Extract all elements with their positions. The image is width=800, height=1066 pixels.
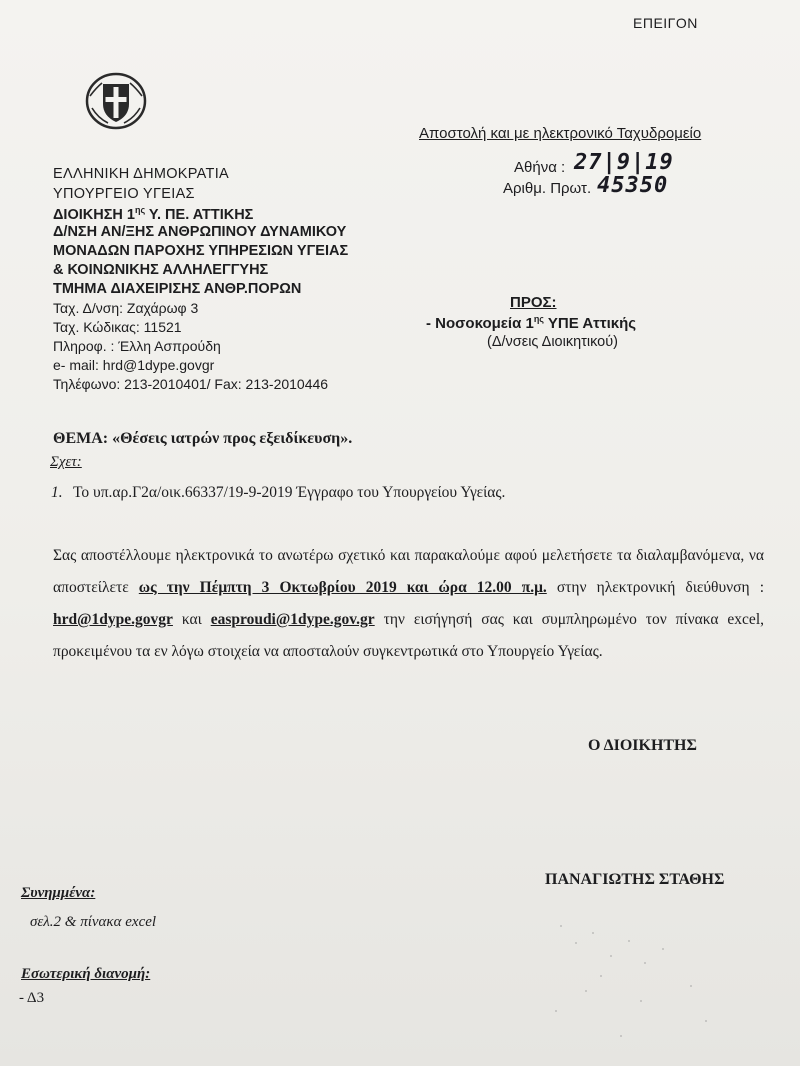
sender-info: Πληροφ. : Έλλη Ασπρούδη: [53, 338, 221, 354]
sender-line: ΔΙΟΙΚΗΣΗ $1^{\eta\varsigma}$ Υ. ΠΕ. ΑΤΤΙΚΗΣ: [53, 205, 254, 223]
subject-line: ΘΕΜΑ: «Θέσεις ιατρών προς εξειδίκευση».: [53, 430, 353, 447]
body-paragraph: Σας αποστέλλουμε ηλεκτρονικά το ανωτέρω σχετικό και παρακαλούμε αφού μελετήσετε τα διαλαμβανόμενα, να αποστείλετε ως την Πέμπτη 3 Οκτωβρίου 2019 και ώρα 12.00 π.μ. στην ηλεκτρονική διεύθυνση : hrd@1dype.govgr και easproudi@1dype.gov.gr την εισήγησή σας και συμπληρωμένο τον πίνακα excel, προκειμένου τα εν λόγω στοιχεία να αποσταλούν συγκεντρωτικά στο Υπουργείο Υγείας.: [53, 547, 764, 660]
signature-name: ΠΑΝΑΓΙΩΤΗΣ ΣΤΑΘΗΣ: [545, 871, 725, 888]
delivery-note: Αποστολή και με ηλεκτρονικό Ταχυδρομείο: [419, 125, 702, 142]
sender-postcode: Ταχ. Κώδικας: 11521: [53, 319, 182, 335]
sender-address: Ταχ. Δ/νση: Ζαχάρωφ 3: [53, 300, 199, 316]
protocol-label: Αριθμ. Πρωτ.: [503, 180, 592, 197]
recipient-line: (Δ/νσεις Διοικητικού): [487, 334, 618, 350]
sender-line: ΥΠΟΥΡΓΕΙΟ ΥΓΕΙΑΣ: [53, 186, 195, 202]
sender-line: ΕΛΛΗΝΙΚΗ ΔΗΜΟΚΡΑΤΙΑ: [53, 166, 230, 182]
sender-line: Δ/ΝΣΗ ΑΝ/ΞΗΣ ΑΝΘΡΩΠΙΝΟΥ ΔΥΝΑΜΙΚΟΥ: [53, 224, 347, 240]
email-link[interactable]: easproudi@1dype.gov.gr: [210, 611, 375, 628]
sender-line: ΜΟΝΑΔΩΝ ΠΑΡΟΧΗΣ ΥΠΗΡΕΣΙΩΝ ΥΓΕΙΑΣ: [53, 243, 349, 259]
handwritten-protocol-number: 45350: [597, 173, 669, 198]
sender-phone: Τηλέφωνο: 213-2010401/ Fax: 213-2010446: [53, 376, 329, 392]
internal-distribution-label: Εσωτερική διανομή:: [21, 966, 151, 982]
greek-coat-of-arms-icon: [84, 70, 148, 130]
recipient-heading: ΠΡΟΣ:: [510, 294, 557, 311]
deadline-text: ως την Πέμπτη 3 Οκτωβρίου 2019 και ώρα 12.00 π.μ.: [138, 579, 547, 596]
email-link[interactable]: hrd@1dype.govgr: [53, 611, 173, 628]
reference-text: Το υπ.αρ.Γ2α/οικ.66337/19-9-2019 Έγγραφο του Υπουργείου Υγείας.: [73, 484, 506, 501]
recipient-line: - Νοσοκομεία $1^{\eta\varsigma}$ ΥΠΕ Αττικής: [426, 314, 637, 332]
attachments-text: σελ.2 & πίνακα excel: [30, 914, 157, 930]
handwritten-date: 27|9|19: [574, 150, 674, 175]
urgent-stamp: ΕΠΕΙΓΟΝ: [633, 15, 698, 31]
place-label: Αθήνα :: [514, 159, 566, 176]
sender-line: & ΚΟΙΝΩΝΙΚΗΣ ΑΛΛΗΛΕΓΓΥΗΣ: [53, 262, 269, 278]
reference-number: 1.: [51, 484, 63, 501]
attachments-label: Συνημμένα:: [21, 885, 96, 901]
reference-label: Σχετ:: [50, 454, 82, 470]
signature-title: Ο ΔΙΟΙΚΗΤΗΣ: [588, 737, 697, 754]
sender-email: e- mail: hrd@1dype.govgr: [53, 357, 215, 373]
internal-distribution-item: - Δ3: [19, 990, 45, 1006]
sender-line: ΤΜΗΜΑ ΔΙΑΧΕΙΡΙΣΗΣ ΑΝΘΡ.ΠΟΡΩΝ: [53, 281, 302, 297]
